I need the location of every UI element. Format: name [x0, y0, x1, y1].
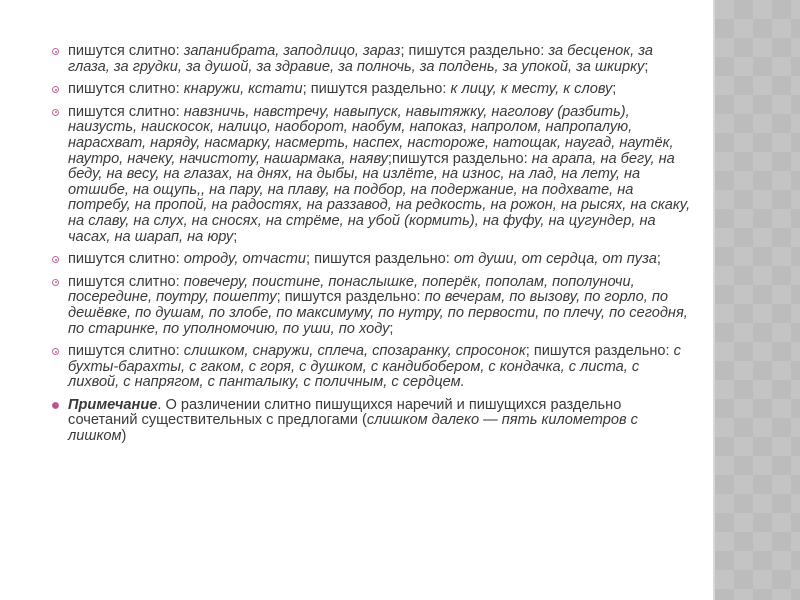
- rule-text: пишутся слитно:: [68, 103, 184, 120]
- rule-text: ;: [612, 81, 617, 98]
- bullet-icon: [52, 48, 59, 55]
- example-words: навзничь, навстречу, навыпуск, навытяжку, наголову (разбить), наизусть, наискосок, налицо, наоборот, наобум, напоказ, напролом, напропалую, нарасхват, наряду, насмарку, насмерть, наспех, настороже, натощак, наугад, наутёк, наутро, начеку, начистоту, нашармака, наяву: [68, 103, 674, 167]
- bullet-icon: [52, 256, 59, 263]
- list-item: [52, 275, 692, 337]
- example-words: отроду, отчасти: [183, 251, 306, 268]
- example-words: слишком далеко — пять километров с лишком: [68, 412, 638, 445]
- rule-text: ;: [233, 228, 238, 245]
- example-words: Примечание: [68, 396, 158, 413]
- example-words: за бесценок, за глаза, за грудки, за душой, за здравие, за полночь, за полдень, за упокой, за шкирку: [68, 43, 653, 75]
- bullet-icon: [52, 86, 59, 93]
- rule-text: ;: [389, 320, 394, 337]
- rule-text: ; пишутся раздельно:: [400, 43, 549, 59]
- bullet-icon: [52, 402, 59, 409]
- rule-text: . О различении слитно пишущихся наречий и пишущихся раздельно сочетаний существительных с предлогами (: [68, 396, 622, 429]
- list-item: [52, 105, 692, 245]
- rule-text: ; пишутся раздельно:: [276, 289, 425, 306]
- bullet-icon: [52, 348, 59, 355]
- rule-text: ;пишутся раздельно:: [387, 150, 532, 167]
- rule-text: пишутся слитно:: [68, 273, 184, 290]
- example-words: к лицу, к месту, к слову: [450, 81, 613, 98]
- rule-text: пишутся слитно:: [68, 251, 184, 268]
- rule-text: ; пишутся раздельно:: [305, 251, 454, 268]
- note-item: [52, 398, 692, 445]
- rule-text: ;: [656, 251, 661, 268]
- example-words: кнаружи, кстати: [183, 81, 303, 98]
- bullet-list: [52, 44, 692, 452]
- rule-text: ; пишутся раздельно:: [525, 343, 674, 360]
- decorative-side-panel: [713, 0, 800, 600]
- example-words: запанибрата, заподлицо, зараз: [183, 43, 401, 59]
- rule-text: пишутся слитно:: [68, 343, 184, 360]
- rule-text: пишутся слитно:: [68, 43, 184, 59]
- rule-text: пишутся слитно:: [68, 81, 184, 98]
- example-words: повечеру, поистине, понаслышке, поперёк, пополам, пополуночи, посередине, поутру, пошепту: [68, 273, 635, 306]
- rule-text: ; пишутся раздельно:: [302, 81, 451, 98]
- list-item: [52, 44, 692, 75]
- example-words: от души, от сердца, от пуза: [453, 251, 657, 268]
- bullet-icon: [52, 279, 59, 286]
- rule-text: ): [121, 428, 127, 445]
- list-item: [52, 344, 692, 391]
- example-words: с бухты-барахты, с гаком, с горя, с душком, с кандибобером, с кондачка, с листа, с лихвой, с напрягом, с панталыку, с поличным, с сердцем.: [68, 343, 681, 391]
- example-words: на арапа, на бегу, на беду, на весу, на глазах, на днях, на дыбы, на излёте, на износ, на лад, на лету, на отшибе, на ощупь,, на пару, на плаву, на подбор, на подержание, на подхвате, на потребу, на пропой, на радостях, на раззавод, на редкость, на рожон, на рысях, на скаку, на славу, на слух, на сносях, на стрёме, на убой (кормить), на фуфу, на цугундер, на часах, на шарап, на юру: [68, 150, 691, 245]
- list-item: [52, 82, 692, 98]
- bullet-icon: [52, 109, 59, 116]
- example-words: слишком, снаружи, сплеча, спозаранку, спросонок: [183, 343, 526, 360]
- rule-text: ;: [644, 58, 649, 75]
- example-words: по вечерам, по вызову, по горло, по дешёвке, по душам, по злобе, по максимуму, по нутру, по первости, по плечу, по сегодня, по старинке, по уполномочию, по уши, по ходу: [68, 289, 688, 337]
- list-item: [52, 252, 692, 268]
